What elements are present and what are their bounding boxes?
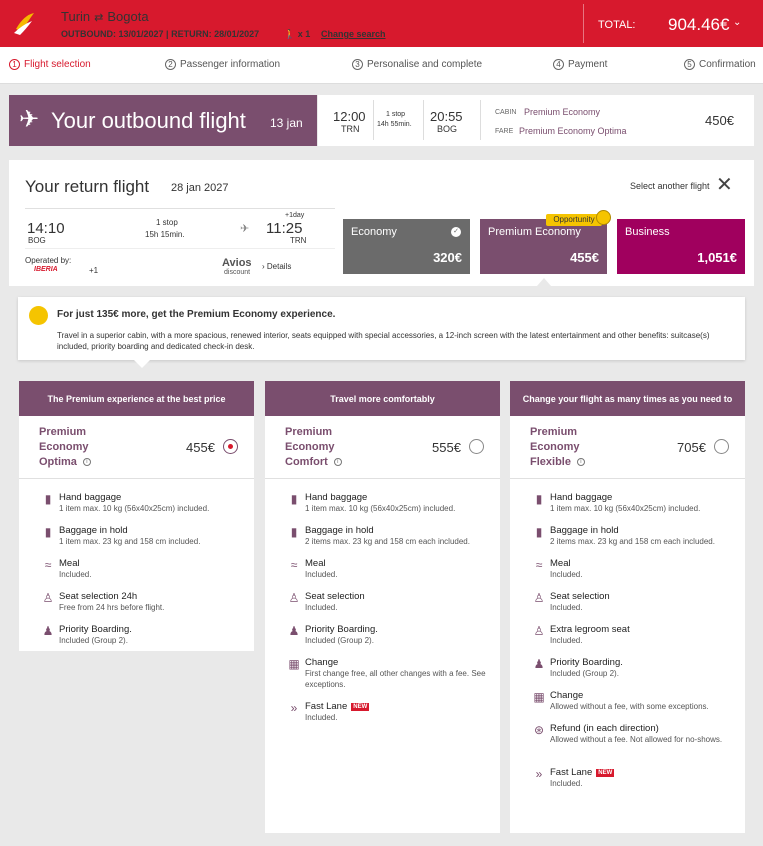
seat-icon: ♙ (533, 624, 545, 638)
step-number: 4 (553, 59, 564, 70)
return-date: 28 jan 2027 (171, 182, 229, 194)
return-date: RETURN: 28/01/2027 (171, 29, 260, 39)
outbound-date: 13 jan (270, 116, 303, 130)
divider (373, 100, 374, 140)
fare-option-price: 455€ (186, 440, 215, 455)
step-number: 5 (684, 59, 695, 70)
outbound-duration: 14h 55min. (377, 121, 412, 128)
fare-name: Premium Economy (488, 226, 581, 238)
fare-name-line: Premium (530, 426, 578, 438)
feature-title: Fast Lane (305, 701, 348, 712)
step-label: Flight selection (24, 59, 91, 70)
calendar-change-icon: ▦ (533, 690, 545, 704)
calendar-change-icon: ▦ (288, 657, 300, 671)
feature-description: Included. (305, 603, 338, 612)
step-personalise (352, 59, 482, 70)
outbound-title: Your outbound flight (51, 108, 246, 133)
origin-city: Turin (61, 9, 91, 24)
outbound-arr-code: BOG (437, 124, 458, 134)
fare-name-line: Premium (285, 426, 333, 438)
iberia-airline-logo: IBERIA (34, 266, 58, 273)
fare-option-radio[interactable] (714, 439, 729, 454)
feature-item (59, 558, 244, 580)
feature-item (550, 492, 735, 514)
feature-description: Included. (550, 603, 583, 612)
destination-city: Bogota (107, 9, 149, 24)
outbound-date: OUTBOUND: 13/01/2027 (61, 29, 164, 39)
fare-price: 320€ (433, 250, 462, 265)
plane-icon: ✈ (19, 106, 40, 133)
chevron-down-icon[interactable]: ⌄ (733, 17, 742, 28)
fare-value: Premium Economy Optima (519, 126, 627, 136)
boarding-icon: ♟ (288, 624, 300, 638)
new-badge: NEW (353, 704, 368, 710)
return-dep-time: 14:10 (27, 220, 65, 237)
avios-label: Avios (222, 257, 252, 269)
feature-description: 1 item max. 10 kg (56x40x25cm) included. (59, 504, 210, 513)
boarding-icon: ♟ (533, 657, 545, 671)
feature-title: Change (550, 690, 584, 701)
plane-icon: ✈ (240, 223, 250, 235)
feature-item (59, 525, 244, 547)
step-label: Payment (568, 59, 608, 70)
iberia-logo-icon[interactable] (12, 9, 36, 37)
fare-card-premium-economy[interactable] (480, 219, 607, 274)
feature-item (550, 591, 735, 613)
cabin-value: Premium Economy (524, 107, 601, 117)
feature-title: Priority Boarding. (305, 624, 378, 635)
fare-label: FARE (495, 128, 514, 135)
pointer-caret (134, 360, 150, 368)
fare-option-name (39, 425, 91, 470)
column-header: The Premium experience at the best price (19, 381, 254, 416)
close-icon[interactable]: ✕ (716, 174, 733, 196)
step-passenger-information (165, 59, 280, 70)
feature-description: Included. (550, 636, 583, 645)
fare-name: Economy (351, 226, 397, 238)
step-label: Personalise and complete (367, 59, 483, 70)
feature-description: Included (Group 2). (550, 669, 619, 678)
feature-description: Included. (305, 570, 338, 579)
feature-description: First change free, all other changes with a fee. See exceptions. (305, 669, 486, 689)
feature-description: Included. (305, 713, 338, 722)
outbound-dep-time: 12:00 (333, 109, 366, 124)
divider (423, 100, 424, 140)
fare-name-line (285, 455, 342, 470)
step-flight-selection[interactable] (9, 59, 91, 70)
divider (19, 478, 254, 479)
return-duration: 15h 15min. (145, 230, 185, 239)
feature-description: Included. (550, 779, 583, 788)
suitcase-icon: ▮ (535, 492, 543, 506)
feature-title: Refund (in each direction) (550, 723, 659, 734)
trip-dates: OUTBOUND: 13/01/2027 | RETURN: 28/01/2027 (61, 29, 260, 39)
feature-description: Included. (550, 570, 583, 579)
total-label: TOTAL: (598, 19, 636, 31)
fare-option-name (530, 425, 585, 470)
seat-icon: ♙ (288, 591, 300, 605)
feature-title: Priority Boarding. (550, 657, 623, 668)
divider (510, 478, 745, 479)
step-number: 1 (9, 59, 20, 70)
meal-icon: ≈ (535, 558, 543, 572)
new-badge: NEW (598, 770, 613, 776)
feature-item (305, 701, 490, 723)
feature-item (59, 492, 244, 514)
divider (265, 478, 500, 479)
feature-description: 1 item max. 10 kg (56x40x25cm) included. (305, 504, 456, 513)
details-link[interactable] (262, 262, 307, 271)
feature-item (550, 690, 735, 712)
suitcase-icon: ▮ (290, 492, 298, 506)
change-search-link[interactable]: Change search (321, 29, 386, 39)
feature-title: Meal (305, 558, 326, 569)
chevron-right-icon: › (262, 262, 265, 271)
feature-title: Meal (550, 558, 571, 569)
fare-name-line: Premium (39, 426, 87, 438)
medal-icon (29, 306, 48, 325)
feature-description: Included (Group 2). (59, 636, 128, 645)
column-header: Travel more comfortably (265, 381, 500, 416)
feature-description: Free from 24 hrs before flight. (59, 603, 165, 612)
feature-item (305, 591, 490, 613)
feature-item (305, 657, 490, 690)
step-label: Confirmation (699, 59, 756, 70)
fare-price: 1,051€ (697, 250, 737, 265)
step-number: 2 (165, 59, 176, 70)
outbound-arr-time: 20:55 (430, 109, 463, 124)
feature-title: Hand baggage (59, 492, 122, 503)
feature-item (305, 492, 490, 514)
outbound-dep-code: TRN (341, 124, 360, 134)
fare-name-line (530, 455, 585, 470)
return-stops: 1 stop (156, 218, 178, 227)
fare-name-line: Economy (39, 441, 89, 453)
fare-name-line: Economy (530, 441, 580, 453)
feature-description: Allowed without a fee, with some exceptions. (550, 702, 709, 711)
promo-text: Travel in a superior cabin, with a more spacious, renewed interior, seats equipped with special accessories, a 12-inch screen with the latest entertainment and other benefits: suitcase(s) included, priority boarding and dedicated check-in desk. (57, 331, 710, 351)
feature-description: Included (Group 2). (305, 636, 374, 645)
feature-title: Fast Lane (550, 767, 593, 778)
luggage-icon: ▮ (290, 525, 298, 539)
avios-sub: discount (224, 269, 251, 276)
outbound-stops: 1 stop (386, 111, 406, 118)
fare-price: 455€ (570, 250, 599, 265)
seat-icon: ♙ (42, 591, 54, 605)
column-header: Change your flight as many times as you need to (510, 381, 745, 416)
fare-option-radio[interactable] (469, 439, 484, 454)
divider (480, 100, 481, 140)
feature-title: Seat selection (550, 591, 610, 602)
return-arr-time: 11:25 (266, 220, 303, 237)
operated-plus: +1 (89, 266, 99, 275)
feature-item (305, 525, 490, 547)
fare-name-word: Flexible (530, 456, 571, 468)
next-day: +1day (285, 212, 305, 219)
return-title: Your return flight (25, 177, 150, 196)
fast-lane-icon: » (535, 767, 543, 781)
feature-title: Seat selection (305, 591, 365, 602)
check-badge-icon: ✓ (451, 227, 461, 237)
refund-icon: ⊛ (533, 723, 545, 737)
feature-title: Baggage in hold (305, 525, 374, 536)
boarding-icon: ♟ (42, 624, 54, 638)
fare-name-word: Comfort (285, 456, 328, 468)
feature-title: Priority Boarding. (59, 624, 132, 635)
suitcase-icon: ▮ (44, 492, 52, 506)
feature-description: Allowed without a fee. Not allowed for no-shows. (550, 735, 723, 744)
fare-card-business[interactable] (617, 219, 745, 274)
info-icon[interactable]: i (577, 458, 585, 466)
select-another-flight-link[interactable]: Select another flight (630, 181, 710, 191)
meal-icon: ≈ (44, 558, 52, 572)
outbound-price: 450€ (705, 113, 734, 128)
feature-item (550, 525, 735, 547)
feature-item (305, 624, 490, 646)
fare-option-radio[interactable] (223, 439, 238, 454)
feature-item (59, 591, 244, 613)
fare-name-line (39, 455, 91, 470)
feature-description: Included. (59, 570, 92, 579)
divider (25, 208, 335, 209)
feature-item (550, 723, 735, 745)
divider (25, 248, 335, 249)
opportunity-badge: Opportunity (546, 214, 602, 226)
passenger-count (284, 29, 310, 40)
feature-title: Meal (59, 558, 80, 569)
details-label: Details (266, 262, 292, 271)
step-number: 3 (352, 59, 363, 70)
promo-title: For just 135€ more, get the Premium Economy experience. (57, 309, 336, 320)
feature-item (550, 767, 735, 789)
feature-title: Hand baggage (550, 492, 613, 503)
return-arr-code: TRN (290, 236, 307, 245)
passenger-count-value: x 1 (297, 29, 311, 39)
fare-option-name (285, 425, 342, 470)
operated-by-label: Operated by: (25, 256, 72, 265)
feature-title: Change (305, 657, 339, 668)
feature-title: Baggage in hold (59, 525, 128, 536)
fare-name-word: Optima (39, 456, 77, 468)
info-icon[interactable]: i (334, 458, 342, 466)
fast-lane-icon: » (290, 701, 298, 715)
feature-title: Hand baggage (305, 492, 368, 503)
fare-name: Business (625, 226, 670, 238)
swap-arrows-icon: ⇄ (94, 12, 104, 24)
feature-item (550, 624, 735, 646)
fare-card-economy[interactable] (343, 219, 470, 274)
fare-name-line: Economy (285, 441, 335, 453)
feature-title: Seat selection 24h (59, 591, 138, 602)
feature-description: 2 items max. 23 kg and 158 cm each included. (305, 537, 470, 546)
route (61, 9, 149, 24)
fare-option-price: 705€ (677, 440, 706, 455)
pointer-caret (537, 278, 551, 286)
seat-icon: ♙ (533, 591, 545, 605)
step-payment (553, 59, 607, 70)
feature-description: 1 item max. 23 kg and 158 cm included. (59, 537, 201, 546)
luggage-icon: ▮ (44, 525, 52, 539)
feature-item (550, 558, 735, 580)
person-icon: 🚶 (284, 29, 296, 39)
return-dep-code: BOG (28, 236, 46, 245)
fare-option-price: 555€ (432, 440, 461, 455)
medal-icon (596, 210, 611, 225)
feature-description: 1 item max. 10 kg (56x40x25cm) included. (550, 504, 701, 513)
cabin-label: CABIN (495, 109, 517, 116)
step-label: Passenger information (180, 59, 281, 70)
step-confirmation (684, 59, 756, 70)
feature-item (550, 657, 735, 679)
luggage-icon: ▮ (535, 525, 543, 539)
feature-title: Baggage in hold (550, 525, 619, 536)
meal-icon: ≈ (290, 558, 298, 572)
feature-description: 2 items max. 23 kg and 158 cm each included. (550, 537, 715, 546)
feature-title: Extra legroom seat (550, 624, 630, 635)
feature-item (59, 624, 244, 646)
info-icon[interactable]: i (83, 458, 91, 466)
feature-item (305, 558, 490, 580)
total-value: 904.46€ (668, 15, 730, 34)
